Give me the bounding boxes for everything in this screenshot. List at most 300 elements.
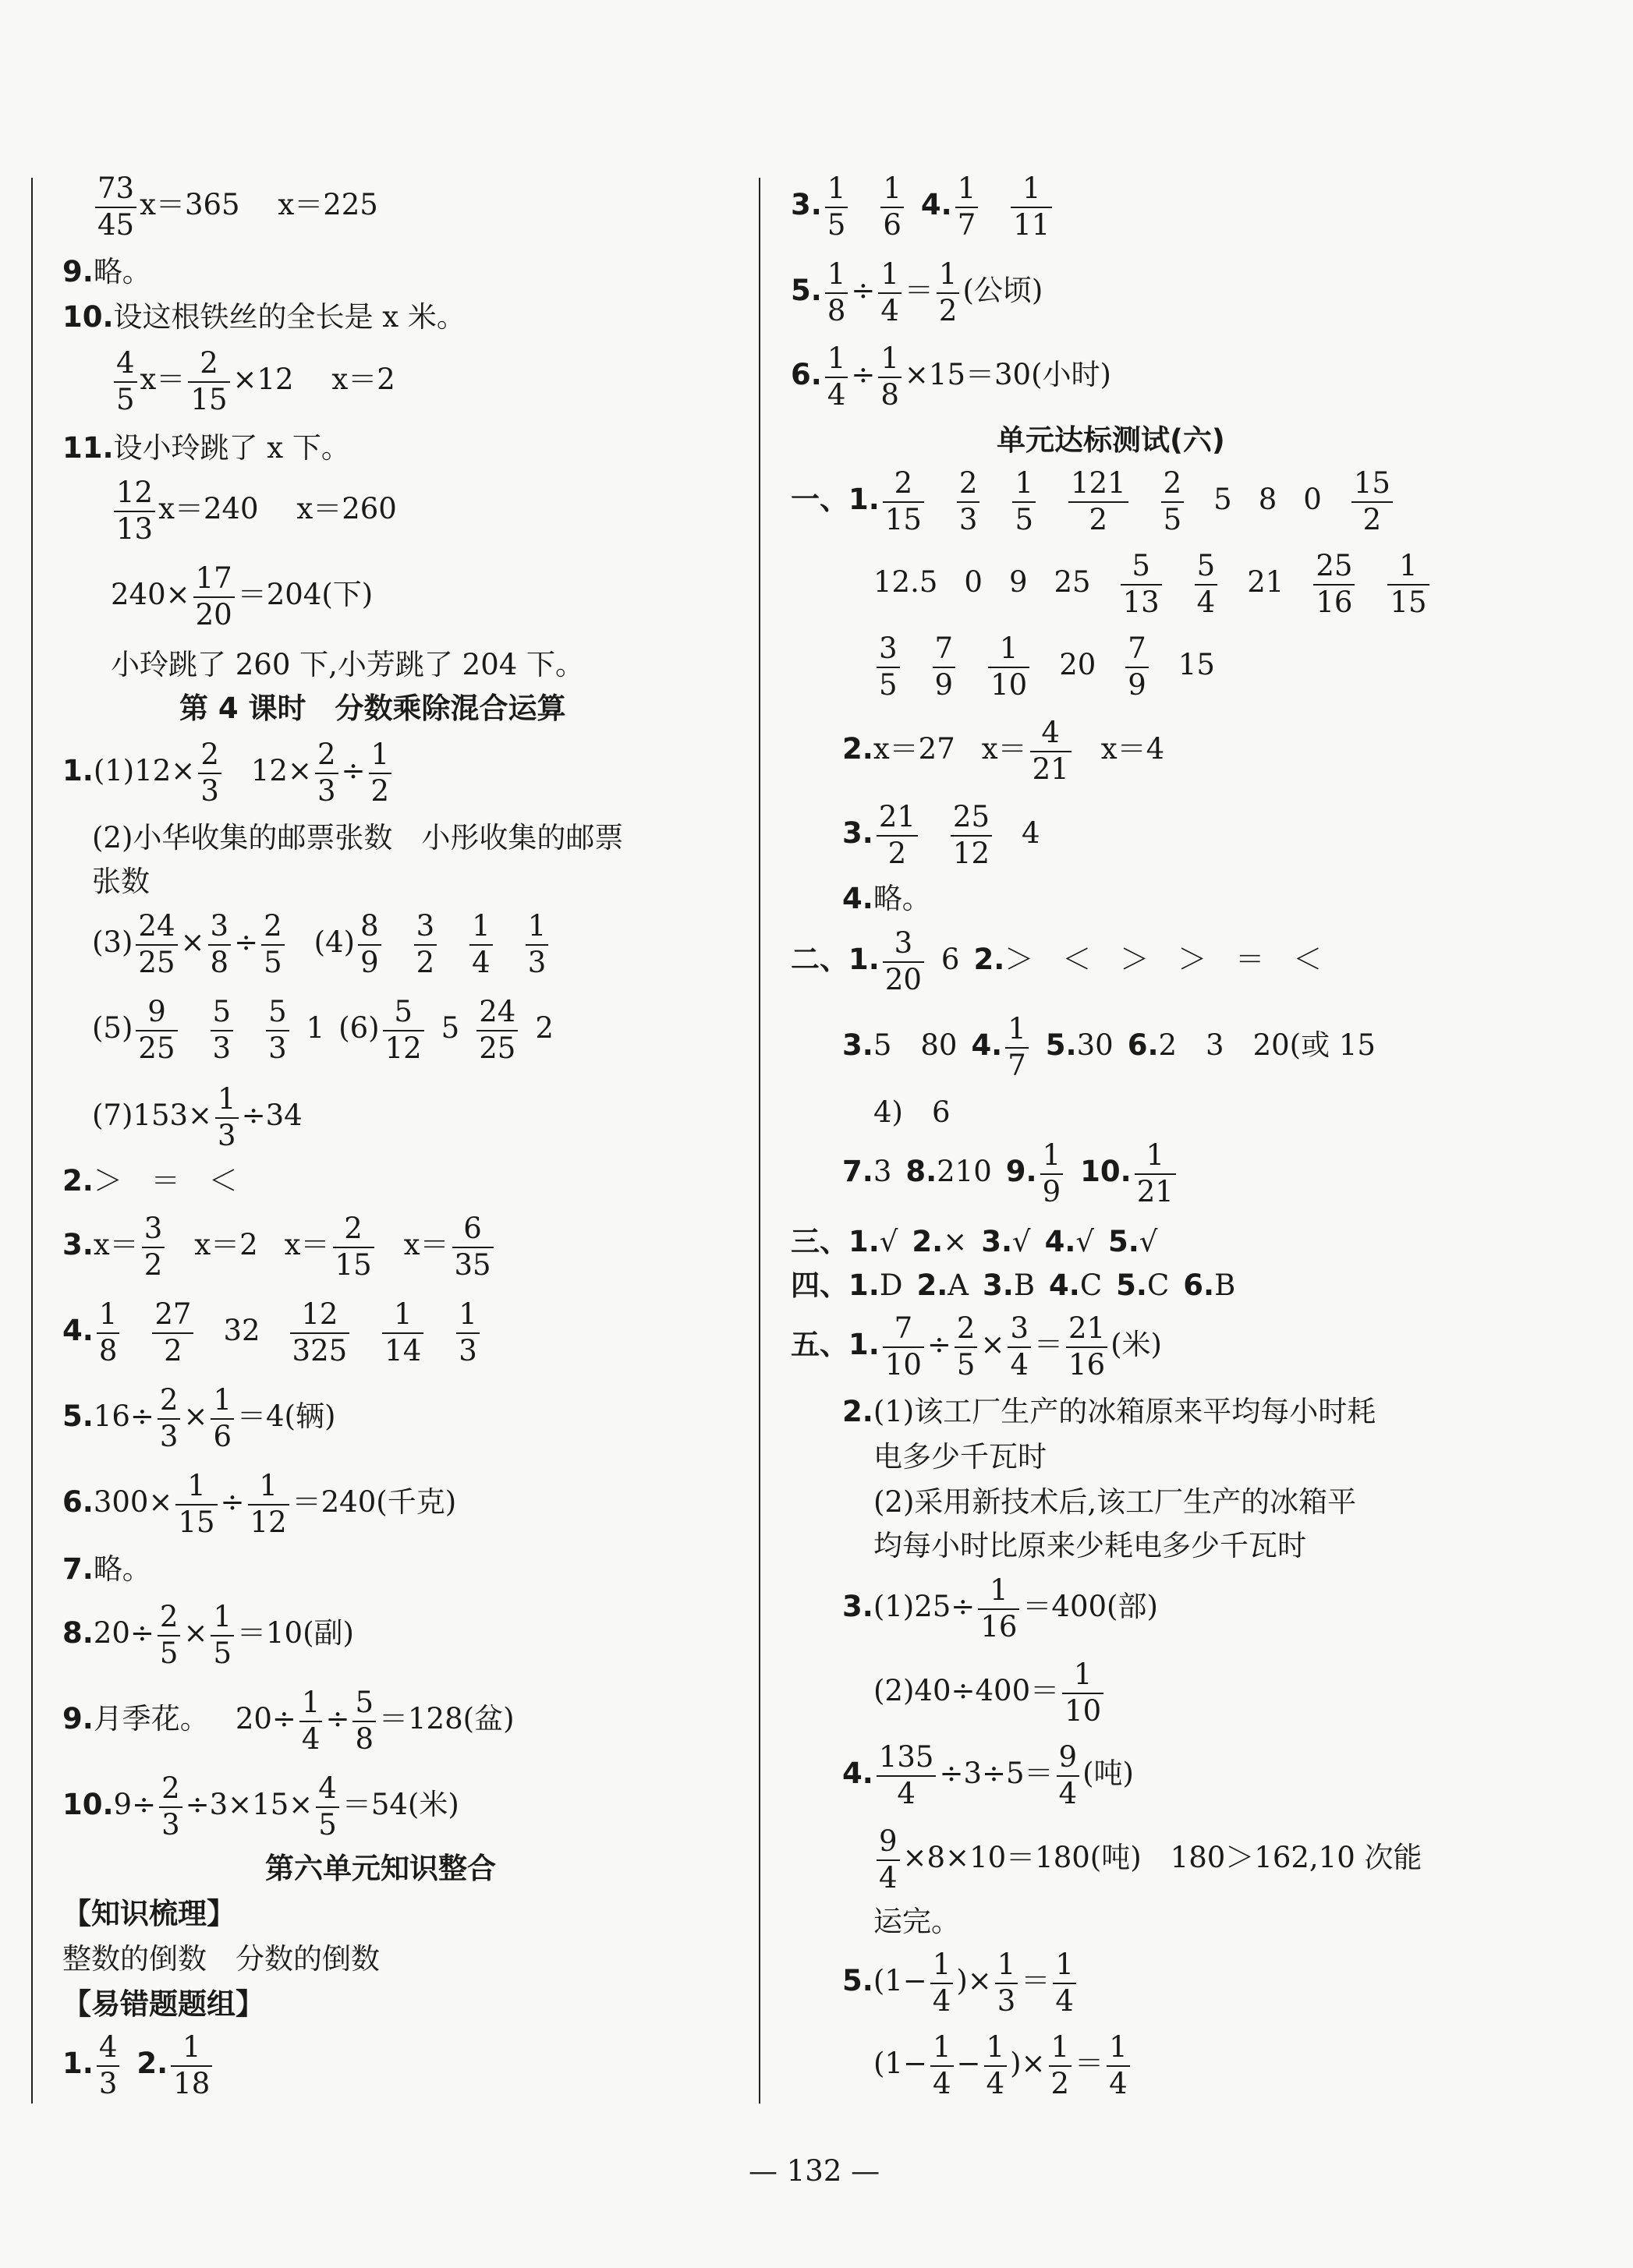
- fraction: [955, 173, 979, 241]
- item-number: 10.: [62, 1788, 114, 1822]
- numerator: 2: [883, 468, 924, 503]
- text-segment: x＝: [284, 1228, 330, 1262]
- item-number: 2.: [973, 943, 1005, 977]
- numerator: 25: [951, 801, 992, 837]
- denominator: 9: [1042, 1174, 1061, 1208]
- fraction: [136, 996, 177, 1064]
- denominator: 4: [932, 2066, 951, 2100]
- fraction: [933, 633, 956, 701]
- e16: 运完。: [873, 1905, 960, 1938]
- item-number: 一、1.: [791, 483, 880, 517]
- numerator: 5: [1121, 550, 1162, 586]
- text-segment: ＝4(辆): [237, 1399, 336, 1434]
- numerator: 121: [1068, 468, 1128, 503]
- text-segment: A: [948, 1268, 969, 1302]
- text-segment: ＝: [1075, 2047, 1104, 2081]
- numerator: 21: [877, 801, 918, 837]
- item-number: 5.: [842, 1964, 873, 1998]
- fraction: [883, 1313, 924, 1381]
- numerator: 1: [1005, 1014, 1029, 1049]
- denominator: 3: [161, 1807, 180, 1842]
- numerator: 1: [1011, 173, 1052, 208]
- text-segment: 4: [1022, 816, 1040, 851]
- text-segment: (3): [92, 925, 133, 960]
- numerator: 1: [211, 1385, 234, 1420]
- item-number: 4.: [971, 1028, 1003, 1063]
- text-segment: 1: [306, 1011, 325, 1046]
- item-number: 6.: [1127, 1028, 1159, 1063]
- numerator: 1: [382, 1299, 423, 1334]
- denominator: 16: [980, 1609, 1018, 1644]
- numerator: 9: [136, 996, 177, 1031]
- fraction: [476, 996, 518, 1064]
- denominator: 4: [1196, 585, 1216, 619]
- denominator: 2: [887, 836, 907, 870]
- e11: 均每小时比原来少耗电多少千瓦时: [873, 1529, 1306, 1562]
- denominator: 3: [268, 1031, 287, 1065]
- text-segment: (1)12×: [93, 754, 196, 788]
- numerator: 7: [1125, 633, 1149, 668]
- text-segment: x＝2: [194, 1228, 258, 1262]
- denominator: 3: [958, 502, 978, 536]
- text-segment: B: [1013, 1268, 1036, 1302]
- text-segment: (1)25÷: [873, 1590, 976, 1624]
- denominator: 4: [1109, 2066, 1128, 2100]
- text-segment: ÷: [341, 754, 366, 788]
- numerator: 4: [1030, 717, 1072, 752]
- fraction: [383, 996, 424, 1064]
- text-segment: (1)该工厂生产的冰箱原来平均每小时耗: [873, 1395, 1376, 1428]
- numerator: 3: [414, 911, 437, 946]
- item-number: 10.: [62, 300, 114, 334]
- q1-line-a: [62, 739, 395, 807]
- denominator: 325: [292, 1333, 348, 1368]
- text-segment: (7)153×: [92, 1099, 213, 1133]
- denominator: 6: [883, 207, 902, 242]
- errors-answers: [62, 2032, 215, 2100]
- left-line-02: [62, 257, 151, 286]
- text-segment: 0: [1303, 483, 1322, 517]
- numerator: 3: [877, 633, 900, 668]
- numerator: 2: [315, 739, 338, 774]
- text-segment: x＝27: [873, 732, 955, 766]
- item-number: 4.: [1049, 1268, 1080, 1302]
- fraction: [198, 739, 221, 807]
- fraction: [188, 348, 229, 416]
- fraction: [1062, 1659, 1103, 1727]
- text-segment: x＝: [93, 1228, 139, 1262]
- text-segment: 240×: [111, 578, 190, 612]
- denominator: 4: [472, 945, 491, 979]
- fraction: [142, 1213, 165, 1281]
- numerator: 3: [208, 911, 232, 946]
- denominator: 3: [98, 2066, 118, 2100]
- text-segment: 25: [1054, 565, 1091, 600]
- text-segment: 6: [940, 943, 960, 977]
- text-segment: 2 3 20(或 15: [1158, 1028, 1376, 1063]
- text-segment: 12×: [250, 754, 312, 788]
- text-segment: ÷: [325, 1702, 350, 1736]
- text-segment: ＝: [1034, 1328, 1064, 1362]
- numerator: 8: [358, 911, 381, 946]
- s4: [842, 884, 931, 913]
- denominator: 21: [1136, 1174, 1174, 1208]
- text-segment: ＝10(副): [237, 1616, 354, 1651]
- e18: [873, 2032, 1133, 2100]
- numerator: 1: [1107, 2032, 1130, 2067]
- text-segment: 0: [964, 565, 983, 600]
- left-line-04: [111, 348, 395, 416]
- s1-line-a: [791, 468, 1396, 536]
- denominator: 3: [200, 773, 219, 808]
- text-segment: √: [1139, 1225, 1158, 1258]
- fraction: [930, 1949, 954, 2017]
- fraction: [452, 1213, 494, 1281]
- denominator: 16: [1316, 585, 1353, 619]
- text-segment: (5): [92, 1011, 133, 1046]
- text-segment: )×: [956, 1964, 992, 1998]
- text-segment: ×8×10＝180(吨) 180＞162,10 次能: [902, 1841, 1422, 1875]
- text-segment: ×: [980, 1328, 1005, 1362]
- fraction: [1125, 633, 1149, 701]
- text-segment: B: [1214, 1268, 1236, 1302]
- text-segment: )×: [1010, 2047, 1046, 2081]
- e2: [842, 1014, 1376, 1081]
- fraction: [114, 477, 155, 545]
- numerator: 1: [955, 173, 979, 208]
- denominator: 2: [370, 773, 390, 808]
- denominator: 5: [879, 667, 898, 702]
- text-segment: 210: [937, 1155, 992, 1189]
- text-segment: 设小玲跳了 x 下。: [113, 431, 350, 465]
- q1-line-b: (2)小华收集的邮票张数 小彤收集的邮票: [92, 821, 624, 854]
- denominator: 2: [143, 1247, 163, 1282]
- denominator: 5: [213, 1636, 232, 1670]
- fraction: [1068, 468, 1128, 536]
- denominator: 3: [159, 1419, 179, 1453]
- text-segment: C: [1079, 1268, 1103, 1302]
- denominator: 8: [880, 377, 899, 412]
- numerator: 1: [299, 1687, 323, 1722]
- denominator: 10: [1064, 1693, 1102, 1728]
- numerator: 24: [136, 911, 177, 946]
- denominator: 15: [1390, 585, 1427, 619]
- item-number: 4.: [920, 188, 952, 222]
- fraction: [248, 1470, 289, 1538]
- e6: [791, 1268, 1236, 1302]
- numerator: 5: [383, 996, 424, 1031]
- text-segment: ×15＝30(小时): [904, 358, 1111, 392]
- s2: [842, 717, 1164, 785]
- fraction: [159, 1773, 182, 1841]
- numerator: 17: [193, 563, 235, 598]
- item-number: 三、1.: [791, 1225, 880, 1258]
- text-segment: C: [1146, 1268, 1170, 1302]
- numerator: 1: [880, 173, 904, 208]
- text-segment: √: [1075, 1225, 1094, 1258]
- numerator: 7: [933, 633, 956, 668]
- fraction: [469, 911, 493, 978]
- fraction: [1008, 1313, 1031, 1381]
- text-segment: 2: [535, 1011, 554, 1046]
- numerator: 1: [171, 2032, 212, 2067]
- numerator: 24: [476, 996, 518, 1031]
- s3: [842, 801, 1040, 869]
- item-number: 9.: [62, 255, 94, 288]
- numerator: 1: [469, 911, 493, 946]
- numerator: 9: [1057, 1742, 1080, 1777]
- item-number: 6.: [62, 1485, 94, 1520]
- text-segment: ÷: [234, 925, 259, 960]
- text-segment: ÷3÷5＝: [939, 1757, 1054, 1791]
- fraction: [211, 1385, 234, 1452]
- text-segment: 月季花。: [93, 1702, 209, 1736]
- numerator: 25: [1313, 550, 1355, 586]
- denominator: 5: [1163, 502, 1182, 536]
- numerator: 4: [97, 2032, 120, 2067]
- fraction: [1121, 550, 1162, 618]
- denominator: 4: [827, 377, 846, 412]
- text-segment: ÷: [220, 1485, 245, 1520]
- item-number: 5.: [791, 274, 822, 308]
- fraction: [1135, 1140, 1176, 1208]
- numerator: 1: [995, 1949, 1018, 1984]
- fraction: [978, 1575, 1019, 1643]
- fraction: [414, 911, 437, 978]
- denominator: 4: [1055, 1983, 1074, 2018]
- text-segment: 9÷: [113, 1788, 157, 1822]
- numerator: 135: [877, 1742, 937, 1777]
- text-segment: √: [1012, 1225, 1031, 1258]
- fraction: [1313, 550, 1355, 618]
- text-segment: ×: [943, 1225, 968, 1258]
- text-segment: (公顷): [962, 274, 1043, 308]
- denominator: 5: [318, 1807, 337, 1842]
- item-number: 1.: [62, 2047, 94, 2081]
- fraction: [369, 739, 392, 807]
- denominator: 15: [178, 1505, 215, 1539]
- fraction: [211, 996, 234, 1064]
- denominator: 3: [459, 1333, 477, 1368]
- text-segment: 20: [1059, 648, 1096, 682]
- denominator: 15: [335, 1247, 372, 1282]
- text-segment: ×: [180, 925, 205, 960]
- fraction: [883, 468, 924, 536]
- numerator: 2: [159, 1773, 182, 1808]
- q7: [62, 1552, 151, 1586]
- denominator: 13: [116, 511, 154, 546]
- denominator: 2: [1050, 2066, 1070, 2100]
- item-number: 4.: [842, 1757, 873, 1791]
- fraction: [1057, 1742, 1080, 1810]
- numerator: 9: [877, 1826, 900, 1861]
- fraction: [261, 911, 285, 978]
- q1-line-c: 张数: [92, 865, 150, 898]
- numerator: 1: [930, 1949, 954, 1984]
- denominator: 4: [880, 293, 899, 327]
- denominator: 4: [986, 2066, 1005, 2100]
- fraction: [266, 996, 289, 1064]
- fraction: [456, 1299, 480, 1367]
- text-segment: x＝4: [1100, 732, 1165, 766]
- q3: [62, 1213, 497, 1281]
- fraction: [877, 1826, 900, 1894]
- e10: (2)采用新技术后,该工厂生产的冰箱平: [873, 1485, 1357, 1519]
- text-segment: 20÷: [235, 1702, 296, 1736]
- numerator: 1: [1062, 1659, 1103, 1694]
- numerator: 1: [215, 1084, 239, 1119]
- denominator: 4: [1010, 1347, 1029, 1382]
- numerator: 2: [198, 739, 221, 774]
- denominator: 3: [317, 773, 336, 808]
- q1-line-d: [92, 911, 551, 978]
- denominator: 2: [164, 1333, 182, 1368]
- text-segment: ＝240(千克): [292, 1485, 457, 1520]
- fraction: [1049, 2032, 1072, 2100]
- fraction: [1107, 2032, 1130, 2100]
- text-segment: 20÷: [93, 1616, 154, 1651]
- text-segment: 12.5: [873, 565, 938, 600]
- fraction: [215, 1084, 239, 1152]
- text-segment: 32: [223, 1314, 260, 1348]
- numerator: 1: [456, 1299, 480, 1334]
- denominator: 8: [355, 1721, 374, 1756]
- item-number: 3.: [981, 1225, 1013, 1258]
- q10: [62, 1773, 459, 1841]
- item-number: 3.: [842, 816, 873, 851]
- e17: [842, 1949, 1079, 2017]
- denominator: 5: [264, 945, 282, 979]
- denominator: 8: [98, 1333, 118, 1368]
- text-segment: ÷: [851, 274, 876, 308]
- text-segment: ＝: [904, 274, 933, 308]
- left-line-08: 小玲跳了 260 下,小芳跳了 204 下。: [111, 648, 585, 681]
- q2: [62, 1164, 238, 1198]
- numerator: 73: [95, 173, 136, 208]
- fraction: [114, 348, 137, 416]
- text-segment: ＞ ＜ ＞ ＞ ＝ ＜: [1004, 943, 1323, 977]
- item-number: 9.: [1005, 1155, 1037, 1189]
- item-number: 10.: [1080, 1155, 1132, 1189]
- e13: [873, 1659, 1107, 1727]
- fraction: [333, 1213, 374, 1281]
- numerator: 1: [878, 259, 902, 294]
- fraction: [877, 1742, 937, 1810]
- fraction: [1030, 717, 1072, 785]
- denominator: 3: [997, 1983, 1016, 2018]
- left-line-05: [62, 431, 350, 465]
- numerator: 2: [261, 911, 285, 946]
- denominator: 12: [250, 1505, 287, 1539]
- left-line-01: [92, 173, 378, 241]
- fraction: [158, 1601, 181, 1669]
- item-number: 3.: [842, 1028, 873, 1063]
- numerator: 1: [825, 173, 848, 208]
- text-segment: (2)40÷400＝: [873, 1674, 1060, 1708]
- denominator: 20: [884, 962, 922, 996]
- fraction: [878, 259, 902, 327]
- e3: 4) 6: [873, 1095, 951, 1129]
- denominator: 2: [1089, 502, 1108, 536]
- right-line-r2: [791, 259, 1043, 327]
- e9: 电多少千瓦时: [873, 1440, 1047, 1474]
- item-number: 6.: [791, 358, 822, 392]
- fraction: [930, 2032, 954, 2100]
- text-segment: 30: [1076, 1028, 1114, 1063]
- denominator: 7: [1008, 1048, 1026, 1082]
- column-divider: [759, 178, 760, 2103]
- denominator: 2: [938, 293, 958, 327]
- text-segment: ×: [183, 1399, 208, 1434]
- numerator: 1: [930, 2032, 954, 2067]
- text-segment: 3: [873, 1155, 892, 1189]
- fraction: [358, 911, 381, 978]
- text-segment: x＝: [140, 363, 186, 397]
- q9: [62, 1687, 515, 1755]
- fraction: [1161, 468, 1185, 536]
- item-number: 9.: [62, 1702, 94, 1736]
- denominator: 5: [159, 1636, 179, 1670]
- item-number: 6.: [1183, 1268, 1215, 1302]
- fraction: [955, 1313, 978, 1381]
- fraction: [995, 1949, 1018, 2017]
- text-segment: ÷: [851, 358, 876, 392]
- fraction: [957, 468, 980, 536]
- denominator: 16: [1068, 1347, 1106, 1382]
- fraction: [526, 911, 549, 978]
- numerator: 7: [883, 1313, 924, 1348]
- numerator: 2: [188, 348, 229, 383]
- text-segment: 略。: [93, 255, 151, 288]
- left-line-03: [62, 300, 466, 334]
- denominator: 5: [956, 1347, 976, 1382]
- s1-line-c: [873, 633, 1215, 701]
- fraction: [158, 1385, 181, 1452]
- text-segment: 略。: [873, 882, 931, 915]
- subheading-knowledge: 【知识梳理】: [62, 1897, 236, 1930]
- page-number: — 132 —: [749, 2154, 880, 2188]
- text-segment: 21: [1247, 565, 1284, 600]
- item-number: 二、1.: [791, 943, 880, 977]
- item-number: 1.: [62, 754, 94, 788]
- text-segment: 9: [1008, 565, 1028, 600]
- fraction: [97, 2032, 120, 2100]
- numerator: 1: [1135, 1140, 1176, 1175]
- text-segment: (4): [313, 925, 356, 960]
- q8: [62, 1601, 354, 1669]
- denominator: 5: [116, 382, 135, 416]
- fraction: [877, 801, 918, 869]
- right-line-r3: [791, 343, 1111, 411]
- section-heading-unit6-test: 单元达标测试(六): [997, 423, 1225, 457]
- item-number: 5.: [1108, 1225, 1139, 1258]
- denominator: 12: [384, 1031, 422, 1065]
- denominator: 11: [1013, 207, 1050, 242]
- numerator: 1: [1053, 1949, 1076, 1984]
- text-segment: ＝400(部): [1022, 1590, 1158, 1624]
- denominator: 3: [212, 1031, 232, 1065]
- item-number: 2.: [136, 2047, 168, 2081]
- numerator: 21: [1066, 1313, 1107, 1348]
- denominator: 12: [952, 836, 990, 870]
- denominator: 13: [1122, 585, 1160, 619]
- numerator: 1: [1387, 550, 1429, 586]
- denominator: 4: [932, 1983, 951, 2018]
- fraction: [136, 911, 177, 978]
- knowledge-text: 整数的倒数 分数的倒数: [62, 1942, 380, 1976]
- q5: [62, 1385, 335, 1452]
- fraction: [1012, 468, 1036, 536]
